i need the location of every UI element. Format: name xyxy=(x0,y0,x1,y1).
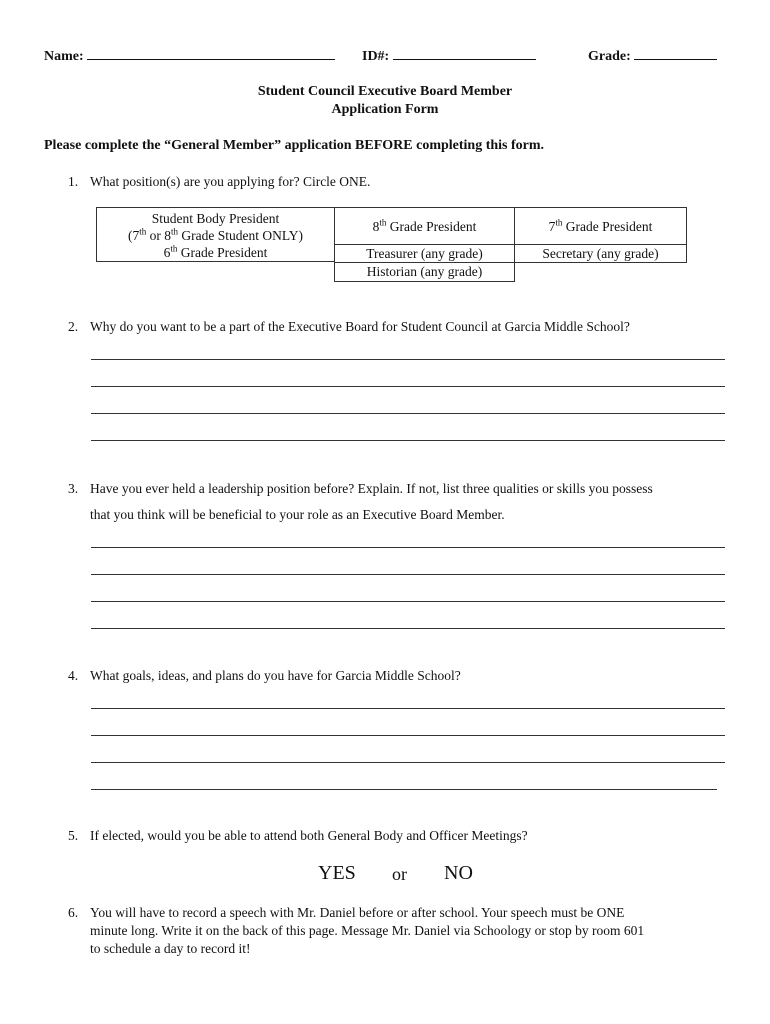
answer-line[interactable] xyxy=(91,440,725,441)
form-title-line1: Student Council Executive Board Member xyxy=(257,84,513,99)
question-number: 3. xyxy=(68,481,79,496)
question-3-continued: that you think will be beneficial to your role as an Executive Board Member. xyxy=(90,507,505,522)
option-label: (7th or 8th Grade Student ONLY) xyxy=(127,226,304,243)
id-field[interactable] xyxy=(362,46,536,65)
option-treasurer[interactable] xyxy=(334,244,515,263)
grade-blank[interactable] xyxy=(634,46,717,60)
answer-line[interactable] xyxy=(91,547,725,548)
question-text: What goals, ideas, and plans do you have for Garcia Middle School? xyxy=(90,668,461,683)
answer-line[interactable] xyxy=(91,762,725,763)
answer-line[interactable] xyxy=(91,789,717,790)
answer-line[interactable] xyxy=(91,386,725,387)
question-text: Why do you want to be a part of the Executive Board for Student Council at Garcia Middle School? xyxy=(90,319,630,334)
option-historian[interactable] xyxy=(334,262,515,282)
option-7th-grade-president[interactable]: 7th Grade President xyxy=(514,207,687,245)
question-6-continued: to schedule a day to record it! xyxy=(90,941,251,956)
question-1 xyxy=(68,174,370,190)
question-number: 1. xyxy=(68,174,79,189)
answer-line[interactable] xyxy=(91,359,725,360)
name-blank[interactable] xyxy=(87,46,335,60)
question-number: 4. xyxy=(68,668,79,683)
option-6th-grade-president[interactable]: 6th Grade President xyxy=(163,243,268,260)
answer-line[interactable] xyxy=(91,628,725,629)
question-3 xyxy=(68,481,653,497)
or-label: or xyxy=(392,864,407,884)
option-student-body-president[interactable] xyxy=(96,207,335,262)
name-field[interactable] xyxy=(44,46,335,65)
option-label: Secretary (any grade) xyxy=(542,246,659,261)
option-label: Student Body President xyxy=(151,211,280,226)
answer-line[interactable] xyxy=(91,601,725,602)
question-6-continued: minute long. Write it on the back of this page. Message Mr. Daniel via Schoology or stop by room 601 xyxy=(90,923,645,938)
question-text: Have you ever held a leadership position before? Explain. If not, list three qualities or skills you possess xyxy=(90,481,653,496)
question-number: 2. xyxy=(68,319,79,334)
option-label: Historian (any grade) xyxy=(366,264,483,279)
name-label: Name: xyxy=(44,49,84,64)
yes-option[interactable]: YES xyxy=(318,862,356,884)
question-text: What position(s) are you applying for? Circle ONE. xyxy=(90,174,371,189)
question-number: 6. xyxy=(68,905,79,920)
option-label: Treasurer (any grade) xyxy=(366,246,483,261)
question-4 xyxy=(68,668,461,684)
id-label: ID#: xyxy=(362,49,390,64)
grade-field[interactable] xyxy=(588,46,717,65)
answer-line[interactable] xyxy=(91,413,725,414)
question-5 xyxy=(68,828,528,844)
answer-line[interactable] xyxy=(91,574,725,575)
question-text: If elected, would you be able to attend both General Body and Officer Meetings? xyxy=(90,828,528,843)
question-number: 5. xyxy=(68,828,79,843)
question-text: You will have to record a speech with Mr. Daniel before or after school. Your speech must be ONE xyxy=(90,905,625,920)
grade-label: Grade: xyxy=(588,49,631,64)
no-option[interactable]: NO xyxy=(444,862,473,884)
id-blank[interactable] xyxy=(393,46,536,60)
option-8th-grade-president[interactable]: 8th Grade President xyxy=(334,207,515,245)
question-2 xyxy=(68,319,630,335)
answer-line[interactable] xyxy=(91,735,725,736)
form-title-line2: Application Form xyxy=(331,102,439,117)
option-secretary[interactable] xyxy=(514,244,687,263)
answer-line[interactable] xyxy=(91,708,725,709)
question-6 xyxy=(68,905,624,921)
instruction-text: Please complete the “General Member” application BEFORE completing this form. xyxy=(44,138,545,153)
